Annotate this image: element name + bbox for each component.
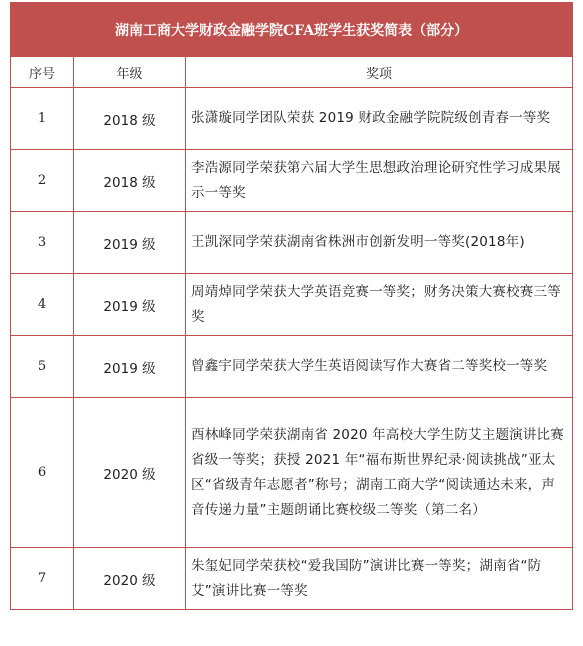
row-grade: 2019 级 bbox=[74, 274, 186, 336]
row-number: 2 bbox=[11, 150, 74, 212]
row-number: 4 bbox=[11, 274, 74, 336]
row-award: 曾鑫宇同学荣获大学生英语阅读写作大赛省二等奖校一等奖 bbox=[186, 336, 573, 398]
row-award: 朱玺妃同学荣获校“爱我国防”演讲比赛一等奖；湖南省“防艾”演讲比赛一等奖 bbox=[186, 548, 573, 610]
row-award: 李浩源同学荣获第六届大学生思想政治理论研究性学习成果展示一等奖 bbox=[186, 150, 573, 212]
row-number: 3 bbox=[11, 212, 74, 274]
row-grade: 2020 级 bbox=[74, 548, 186, 610]
row-number: 5 bbox=[11, 336, 74, 398]
row-grade: 2018 级 bbox=[74, 150, 186, 212]
column-header-award: 奖项 bbox=[186, 57, 573, 88]
table-title: 湖南工商大学财政金融学院CFA班学生获奖简表（部分） bbox=[11, 3, 573, 57]
row-grade: 2018 级 bbox=[74, 88, 186, 150]
column-header-number: 序号 bbox=[11, 57, 74, 88]
table-header-row bbox=[11, 57, 573, 88]
table-row bbox=[11, 88, 573, 150]
row-number: 1 bbox=[11, 88, 74, 150]
awards-table-container bbox=[10, 2, 572, 610]
row-grade: 2019 级 bbox=[74, 212, 186, 274]
row-award: 张潇璇同学团队荣获 2019 财政金融学院院级创青春一等奖 bbox=[186, 88, 573, 150]
column-header-grade: 年级 bbox=[74, 57, 186, 88]
row-grade: 2019 级 bbox=[74, 336, 186, 398]
row-number: 7 bbox=[11, 548, 74, 610]
table-row bbox=[11, 398, 573, 548]
table-row bbox=[11, 150, 573, 212]
table-row bbox=[11, 336, 573, 398]
row-award: 王凯深同学荣获湖南省株洲市创新发明一等奖(2018年) bbox=[186, 212, 573, 274]
table-row bbox=[11, 212, 573, 274]
row-grade: 2020 级 bbox=[74, 398, 186, 548]
awards-table bbox=[10, 2, 573, 610]
row-number: 6 bbox=[11, 398, 74, 548]
table-row bbox=[11, 548, 573, 610]
row-award: 酉林峰同学荣获湖南省 2020 年高校大学生防艾主题演讲比赛省级一等奖；获授 2021 年“福布斯世界纪录·阅读挑战”亚太区“省级青年志愿者”称号；湖南工商大学“阅读通达未来，声音传递力量”主题朗诵比赛校级二等奖（第二名） bbox=[186, 398, 573, 548]
row-award: 周靖焯同学荣获大学英语竞赛一等奖；财务决策大赛校赛三等奖 bbox=[186, 274, 573, 336]
table-row bbox=[11, 274, 573, 336]
